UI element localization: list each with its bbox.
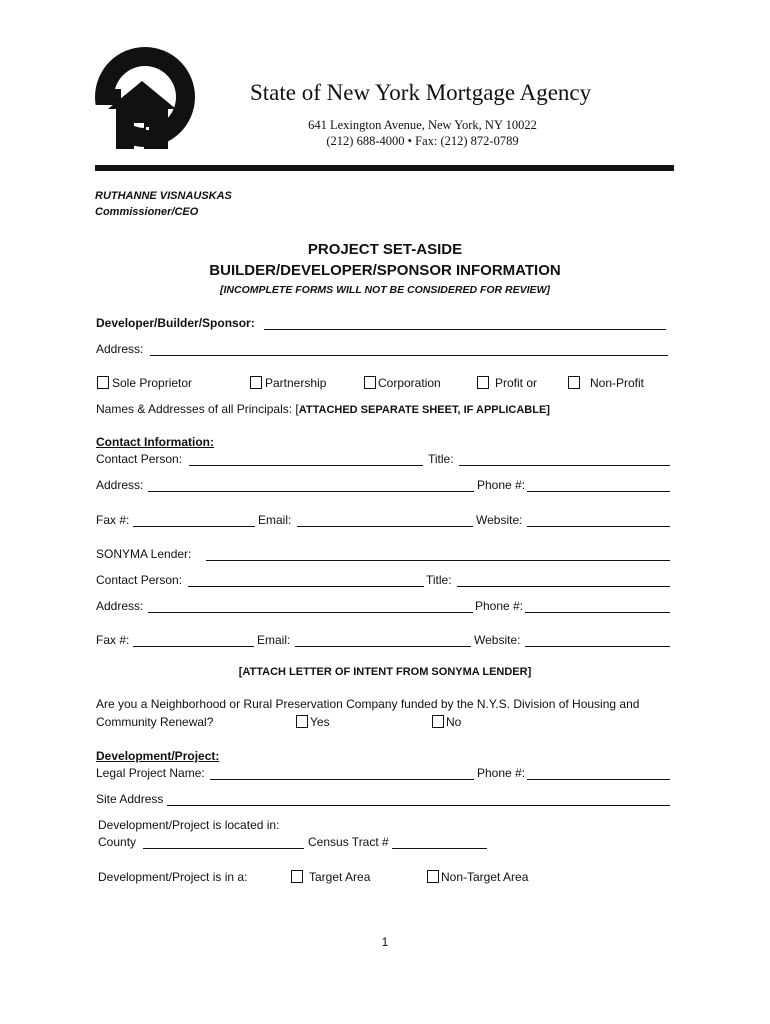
contact-person-field[interactable] — [189, 465, 423, 466]
site-address-label: Site Address — [96, 792, 164, 806]
lender-website-field[interactable] — [525, 646, 670, 647]
lender-address-field[interactable] — [148, 612, 473, 613]
form-title: PROJECT SET-ASIDE — [307, 241, 463, 258]
lender-attach-note: [ATTACH LETTER OF INTENT FROM SONYMA LENDER] — [238, 666, 532, 678]
target-area-label: Target Area — [309, 870, 371, 884]
agency-logo — [94, 45, 196, 153]
lender-field[interactable] — [206, 560, 670, 561]
contact-person-label: Contact Person: — [96, 452, 183, 466]
non-target-area-label: Non-Target Area — [441, 870, 529, 884]
project-area-label: Development/Project is in a: — [98, 870, 248, 884]
agency-name: State of New York Mortgage Agency — [250, 80, 592, 105]
no-checkbox[interactable] — [432, 715, 444, 728]
contact-fax-field[interactable] — [133, 526, 255, 527]
contact-phone-label: Phone #: — [477, 478, 526, 492]
sponsor-label: Developer/Builder/Sponsor: — [96, 316, 255, 330]
lender-title-label: Title: — [426, 573, 452, 587]
contact-website-label: Website: — [476, 513, 523, 527]
page-number: 1 — [381, 935, 389, 949]
commissioner-title: Commissioner/CEO — [95, 206, 199, 218]
lender-person-label: Contact Person: — [96, 573, 183, 587]
preservation-question: Are you a Neighborhood or Rural Preservation Company funded by the N.Y.S. Division of Housing and — [96, 697, 640, 711]
commissioner-name: RUTHANNE VISNAUSKAS — [95, 190, 232, 202]
corporation-checkbox[interactable] — [364, 376, 376, 389]
census-tract-label: Census Tract # — [308, 835, 389, 849]
non-profit-label: Non-Profit — [590, 376, 645, 390]
lender-phone-label: Phone #: — [475, 599, 524, 613]
yes-label: Yes — [310, 715, 330, 729]
agency-address: 641 Lexington Avenue, New York, NY 10022 — [308, 118, 537, 132]
legal-name-label: Legal Project Name: — [96, 766, 205, 780]
sponsor-address-label: Address: — [96, 342, 144, 356]
lender-title-field[interactable] — [457, 586, 670, 587]
legal-name-field[interactable] — [210, 779, 474, 780]
sole-proprietor-label: Sole Proprietor — [112, 376, 193, 390]
lender-email-field[interactable] — [295, 646, 471, 647]
partnership-label: Partnership — [265, 376, 327, 390]
lender-person-field[interactable] — [188, 586, 424, 587]
contact-website-field[interactable] — [527, 526, 670, 527]
located-in-label: Development/Project is located in: — [98, 818, 280, 832]
lender-phone-field[interactable] — [525, 612, 670, 613]
form-notice: [INCOMPLETE FORMS WILL NOT BE CONSIDERED FOR REVIEW] — [220, 284, 550, 296]
project-phone-label: Phone #: — [477, 766, 526, 780]
sole-proprietor-checkbox[interactable] — [97, 376, 109, 389]
contact-email-field[interactable] — [297, 526, 473, 527]
county-label: County — [98, 835, 137, 849]
yes-checkbox[interactable] — [296, 715, 308, 728]
profit-checkbox[interactable] — [477, 376, 489, 389]
non-profit-checkbox[interactable] — [568, 376, 580, 389]
contact-heading: Contact Information: — [96, 435, 214, 449]
project-heading: Development/Project: — [96, 749, 220, 763]
corporation-label: Corporation — [378, 376, 441, 390]
lender-fax-label: Fax #: — [96, 633, 130, 647]
contact-fax-label: Fax #: — [96, 513, 130, 527]
no-label: No — [446, 715, 462, 729]
agency-phone-fax: (212) 688-4000 • Fax: (212) 872-0789 — [326, 134, 519, 148]
non-target-area-checkbox[interactable] — [427, 870, 439, 883]
lender-website-label: Website: — [474, 633, 521, 647]
lender-fax-field[interactable] — [133, 646, 254, 647]
profit-label: Profit or — [495, 376, 538, 390]
contact-title-field[interactable] — [459, 465, 670, 466]
county-field[interactable] — [143, 848, 304, 849]
sponsor-address-field[interactable] — [150, 355, 668, 356]
sponsor-field[interactable] — [264, 329, 666, 330]
contact-address-label: Address: — [96, 478, 144, 492]
project-phone-field[interactable] — [527, 779, 670, 780]
lender-label: SONYMA Lender: — [96, 547, 192, 561]
contact-title-label: Title: — [428, 452, 454, 466]
contact-phone-field[interactable] — [527, 491, 670, 492]
target-area-checkbox[interactable] — [291, 870, 303, 883]
contact-address-field[interactable] — [148, 491, 474, 492]
preservation-question-cont: Community Renewal? — [96, 715, 214, 729]
lender-address-label: Address: — [96, 599, 144, 613]
lender-email-label: Email: — [257, 633, 291, 647]
header-rule — [95, 165, 674, 171]
contact-email-label: Email: — [258, 513, 292, 527]
census-tract-field[interactable] — [392, 848, 487, 849]
principals-label: Names & Addresses of all Principals: [ATTACHED SEPARATE SHEET, IF APPLICABLE] — [96, 402, 550, 416]
form-subtitle: BUILDER/DEVELOPER/SPONSOR INFORMATION — [209, 262, 561, 279]
partnership-checkbox[interactable] — [250, 376, 262, 389]
site-address-field[interactable] — [167, 805, 670, 806]
